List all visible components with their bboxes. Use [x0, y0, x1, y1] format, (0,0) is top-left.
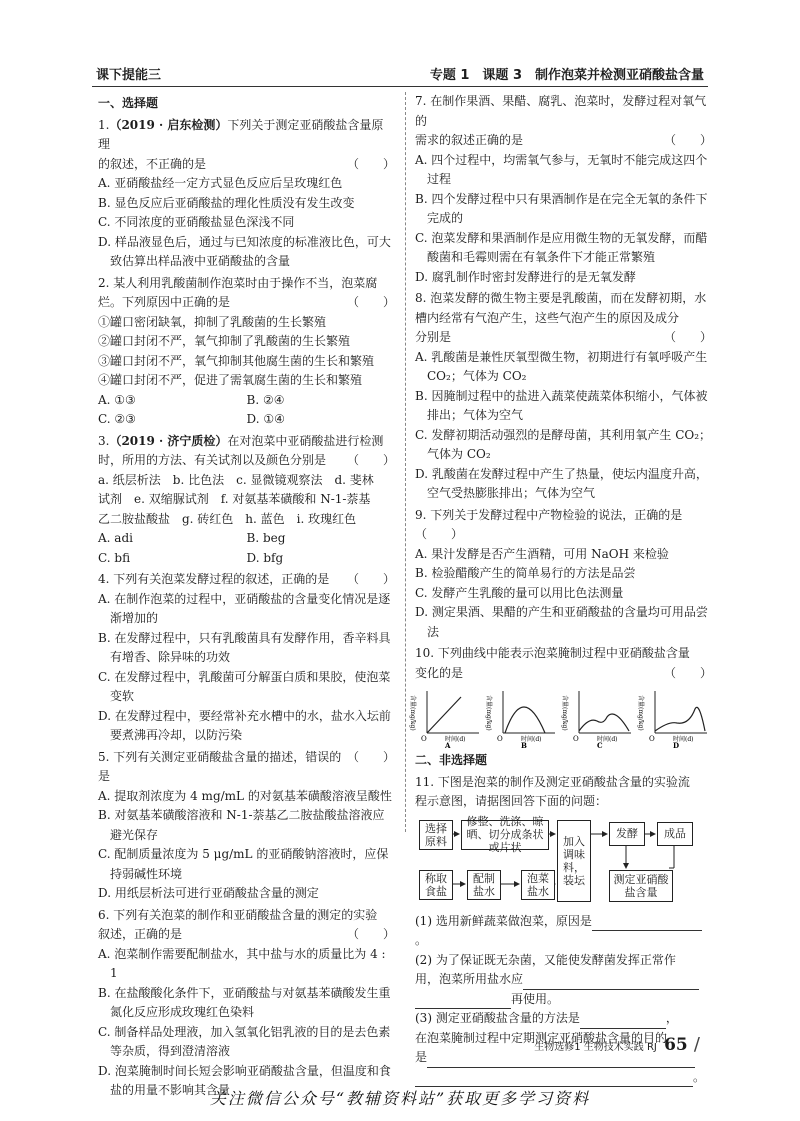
column-divider	[405, 92, 406, 832]
chart-a-origin: O	[421, 735, 427, 743]
q2-item-2: ②罐口封闭不严，氧气抑制了乳酸菌的生长繁殖	[98, 334, 351, 348]
q11-sub-2b-text: 用，泡菜所用盐水应	[415, 972, 524, 986]
q11-stem-2: 程示意图，请据图回答下面的问题：	[415, 794, 608, 808]
q3-option-b: B. beg	[246, 531, 286, 545]
q3-choices-2: 试剂 e. 双缩脲试剂 f. 对氨基苯磺酸和 N-1-萘基	[98, 492, 371, 506]
q8-option-a: A. 乳酸菌是兼性厌氧型微生物，初期进行有氧呼吸产生 CO₂；气体为 CO₂	[415, 349, 708, 383]
q11-period: 。	[415, 933, 428, 947]
question-3	[98, 432, 395, 569]
answer-blank[interactable]	[580, 1014, 666, 1029]
question-6	[98, 906, 395, 1101]
chart-c-ylabel: 含量(mg/kg)	[561, 695, 568, 731]
q6-stem-2: 叙述，正确的是	[98, 927, 183, 941]
q8-stem-1: 8. 泡菜发酵的微生物主要是乳酸菌，而在发酵初期，水	[415, 291, 707, 305]
footer-book: 生物选修1 生物技术实践 RJ	[534, 1042, 657, 1053]
q1-source: （2019 · 启东检测）	[109, 117, 228, 132]
q1-option-d: D. 样品液显色后，通过与已知浓度的标准液比色，可大致估算出样品液中亚硝酸盐的含量	[98, 234, 391, 268]
q11-sub-3a-text: (3) 测定亚硝酸盐含量的方法是	[415, 1011, 580, 1025]
q8-stem-3: 分别是	[415, 330, 452, 344]
q1-stem-1: 下列关于测定亚硝酸盐含量原理	[98, 117, 384, 151]
q3-choices-3: 乙二胺盐酸盐 g. 砖红色 h. 蓝色 i. 玫瑰红色	[98, 511, 357, 526]
footer-slash-mark: /	[693, 1034, 700, 1055]
q5-option-c: C. 配制质量浓度为 5 μg/mL 的亚硝酸钠溶液时，应保持弱碱性环境	[98, 847, 389, 881]
answer-paren: （ ）	[346, 572, 395, 586]
q2-item-1: ①罐口密闭缺氧，抑制了乳酸菌的生长繁殖	[98, 314, 327, 329]
q3-option-a: A. adi	[98, 531, 133, 545]
bottom-note: 关注微信公众号“教辅资料站”获取更多学习资料	[209, 1089, 591, 1108]
q11-period: 。	[693, 1069, 706, 1084]
question-10	[409, 644, 712, 750]
q9-option-d: D. 测定果酒、果醋的产生和亚硝酸盐的含量均可用品尝法	[415, 605, 708, 639]
q11-sub-3a	[415, 1009, 712, 1029]
left-column	[98, 92, 395, 1103]
page-footer	[534, 1034, 700, 1055]
chart-c-label: C	[597, 741, 603, 750]
q7-option-a: A. 四个过程中，均需氧气参与，无氧时不能完成这四个过程	[415, 152, 708, 186]
q3-num: 3.	[98, 433, 110, 448]
q8-option-c: C. 发酵初期活动强烈的是酵母菌，其利用氧产生 CO₂；气体为 CO₂	[415, 427, 712, 461]
q11-stem-1: 11. 下图是泡菜的制作及测定亚硝酸盐含量的实验流	[415, 774, 690, 789]
chart-b-curve	[505, 707, 545, 733]
q5-option-b: B. 对氨基苯磺酸溶液和 N-1-萘基乙二胺盐酸盐溶液应避光保存	[98, 808, 385, 842]
q10-stem-2: 变化的是	[415, 665, 464, 680]
q11-comma: ，	[665, 1011, 678, 1025]
flow-box-add-seasoning: 加入调味料，装坛	[557, 820, 591, 902]
flow-box-product: 成品	[657, 822, 693, 846]
answer-paren: （ ）	[346, 453, 395, 467]
q1-num: 1.	[98, 117, 110, 132]
q7-stem-2: 需求的叙述正确的是	[415, 133, 524, 147]
answer-paren: （ ）	[663, 133, 712, 147]
chart-d-xlabel: 时间(d)	[673, 736, 694, 743]
page-number: 65	[664, 1035, 688, 1055]
chart-b-label: B	[521, 741, 527, 750]
q11-sub-1-text: (1) 选用新鲜蔬菜做泡菜，原因是	[415, 913, 592, 928]
q8-option-b: B. 因腌制过程中的盐进入蔬菜使蔬菜体积缩小，气体被排出；气体为空气	[415, 388, 708, 422]
section-choice: 一、选择题	[98, 96, 159, 110]
chart-a-curve	[427, 697, 461, 733]
q6-stem-1: 6. 下列有关泡菜的制作和亚硝酸盐含量的测定的实验	[98, 907, 378, 922]
right-column	[409, 92, 712, 1089]
answer-paren: （ ）	[663, 665, 712, 680]
question-4	[98, 570, 395, 746]
q4-option-d: D. 在发酵过程中，要经常补充水槽中的水，盐水入坛前要煮沸再冷却，以防污染	[98, 708, 391, 742]
q1-option-a: A. 亚硝酸盐经一定方式显色反应后呈玫瑰红色	[98, 176, 343, 190]
chart-c-curve	[579, 714, 629, 731]
q11-flow-diagram	[419, 815, 709, 908]
curve-chart-a	[409, 687, 483, 750]
chart-d-label: D	[673, 741, 680, 750]
q2-item-4: ④罐口封闭不严，促进了需氧腐生菌的生长和繁殖	[98, 373, 363, 387]
q2-option-d: D. ①④	[246, 412, 285, 426]
q3-option-c: C. bfi	[98, 550, 131, 565]
question-7	[415, 92, 712, 287]
q7-option-b: B. 四个发酵过程中只有果酒制作是在完全无氧的条件下完成的	[415, 191, 708, 225]
answer-blank[interactable]	[592, 916, 702, 931]
header-left: 课下提能三	[96, 68, 162, 83]
chart-d-origin: O	[649, 735, 655, 743]
q1-stem-2: 的叙述，不正确的是	[98, 156, 207, 171]
answer-blank[interactable]	[415, 994, 511, 1009]
q11-sub-2c-text: 再使用。	[511, 991, 560, 1006]
q2-stem-1: 2. 某人利用乳酸菌制作泡菜时由于操作不当，泡菜腐	[98, 275, 378, 290]
q2-item-3: ③罐口封闭不严，氧气抑制其他腐生菌的生长和繁殖	[98, 353, 375, 368]
answer-paren: （ ）	[663, 330, 712, 344]
q8-stem-2: 槽内经常有气泡产生，这些气泡产生的原因及成分	[415, 310, 680, 325]
q5-option-a: A. 提取剂浓度为 4 mg/mL 的对氨基苯磺酸溶液呈酸性	[98, 788, 392, 803]
question-8	[415, 289, 712, 504]
flow-box-measure-nitrite: 测定亚硝酸盐含量	[609, 870, 673, 902]
answer-paren: （ ）	[346, 295, 395, 309]
curve-chart-b	[485, 687, 559, 750]
chart-b-ylabel: 含量(mg/kg)	[485, 695, 492, 731]
chart-a-label: A	[445, 741, 451, 750]
q6-option-a: A. 泡菜制作需要配制盐水，其中盐与水的质量比为 4 : 1	[98, 946, 386, 980]
q9-option-c: C. 发酵产生乳酸的量可以用比色法测量	[415, 585, 624, 600]
q2-option-a: A. ①③	[98, 392, 136, 407]
answer-blank[interactable]	[523, 975, 699, 990]
header-right: 专题 1 课题 3 制作泡菜并检测亚硝酸盐含量	[429, 68, 704, 83]
q11-sub-2b	[415, 970, 712, 990]
q2-option-b: B. ②④	[246, 392, 285, 407]
section-nonchoice: 二、非选择题	[415, 753, 488, 767]
q7-stem-1: 7. 在制作果酒、果醋、腐乳、泡菜时，发酵过程对氧气的	[415, 94, 707, 128]
chart-a-ylabel: 含量(mg/kg)	[409, 695, 416, 731]
flow-box-select-material: 选择原料	[419, 820, 453, 850]
chart-b-xlabel: 时间(d)	[521, 736, 542, 743]
q11-sub-1	[415, 912, 712, 951]
q4-option-c: C. 在发酵过程中，乳酸菌可分解蛋白质和果胶，使泡菜变软	[98, 669, 391, 703]
q9-option-b: B. 检验醋酸产生的简单易行的方法是品尝	[415, 566, 636, 580]
flow-box-prepare: 修整、洗涤、晾晒、切分成条状或片状	[461, 820, 549, 850]
chart-b-origin: O	[497, 735, 503, 743]
chart-c-xlabel: 时间(d)	[597, 736, 618, 743]
q9-stem: 9. 下列关于发酵过程中产物检验的说法，正确的是（ ）	[415, 507, 683, 541]
header-rule	[92, 86, 708, 87]
q2-stem-2: 烂。下列原因中正确的是	[98, 295, 231, 309]
flow-box-ferment: 发酵	[609, 822, 645, 846]
chart-d-curve	[655, 707, 705, 731]
q4-stem: 4. 下列有关泡菜发酵过程的叙述，正确的是	[98, 572, 330, 586]
q2-option-c: C. ②③	[98, 412, 136, 426]
q3-option-d: D. bfg	[246, 550, 284, 565]
flow-box-pickle-brine: 泡菜盐水	[521, 870, 555, 900]
q11-sub-2a: (2) 为了保证既无杂菌，又能使发酵菌发挥正常作	[415, 952, 676, 967]
q9-option-a: A. 果汁发酵是否产生酒精，可用 NaOH 来检验	[415, 546, 669, 561]
q8-option-d: D. 乳酸菌在发酵过程中产生了热量，使坛内温度升高，空气受热膨胀排出；气体为空气	[415, 466, 708, 500]
answer-blank[interactable]	[415, 1072, 693, 1087]
q10-stem-1: 10. 下列曲线中能表示泡菜腌制过程中亚硝酸盐含量	[415, 646, 690, 660]
curve-chart-d	[637, 687, 711, 750]
answer-paren: （ ）	[346, 156, 395, 171]
answer-paren: （ ）	[346, 749, 395, 764]
q1-option-b: B. 显色反应后亚硝酸盐的理化性质没有发生改变	[98, 195, 355, 210]
question-9	[415, 506, 712, 643]
q1-option-c: C. 不同浓度的亚硝酸盐显色深浅不同	[98, 215, 295, 229]
question-2	[98, 274, 395, 430]
q4-option-b: B. 在发酵过程中，只有乳酸菌具有发酵作用，香辛料具有增香、除异味的功效	[98, 630, 391, 664]
flow-box-weigh-salt: 称取食盐	[419, 870, 453, 900]
q3-stem-1: 在对泡菜中亚硝酸盐进行检测	[227, 433, 384, 448]
q7-option-c: C. 泡菜发酵和果酒制作是应用微生物的无氧发酵，而醋酸菌和毛霉则需在有氧条件下才能正常繁殖	[415, 230, 708, 264]
q7-option-d: D. 腐乳制作时密封发酵进行的是无氧发酵	[415, 269, 636, 284]
chart-d-ylabel: 含量(mg/kg)	[637, 695, 644, 731]
q11-sub-3d	[415, 1068, 712, 1088]
curve-chart-c	[561, 687, 635, 750]
question-1	[98, 116, 395, 272]
q5-option-d: D. 用纸层析法可进行亚硝酸盐含量的测定	[98, 886, 319, 900]
q3-choices-1: a. 纸层析法 b. 比色法 c. 显微镜观察法 d. 斐林	[98, 472, 374, 487]
q11-sub-2c	[415, 990, 712, 1010]
chart-c-origin: O	[573, 735, 579, 743]
q11-sub-3c-text: 是	[415, 1050, 428, 1064]
answer-paren: （ ）	[346, 927, 395, 941]
flow-box-make-brine: 配制盐水	[467, 870, 501, 900]
q5-stem: 5. 下列有关测定亚硝酸盐含量的描述，错误的是	[98, 749, 342, 783]
q4-option-a: A. 在制作泡菜的过程中，亚硝酸盐的含量变化情况是逐渐增加的	[98, 591, 391, 625]
chart-a-xlabel: 时间(d)	[445, 736, 466, 743]
q6-option-d: D. 泡菜腌制时间长短会影响亚硝酸盐含量，但温度和食盐的用量不影响其含量	[98, 1063, 391, 1097]
q10-curve-options	[409, 687, 712, 750]
q3-source: （2019 · 济宁质检）	[109, 433, 228, 448]
q6-option-c: C. 制备样品处理液，加入氢氧化铝乳液的目的是去色素等杂质，得到澄清溶液	[98, 1024, 391, 1058]
q6-option-b: B. 在盐酸酸化条件下，亚硝酸盐与对氨基苯磺酸发生重氮化反应形成玫瑰红色染料	[98, 985, 391, 1019]
q11-sub-3b: 在泡菜腌制过程中定期测定亚硝酸盐含量的目的	[415, 1030, 668, 1045]
question-5	[98, 748, 395, 904]
q3-stem-2: 时，所用的方法、有关试剂以及颜色分别是	[98, 453, 327, 467]
